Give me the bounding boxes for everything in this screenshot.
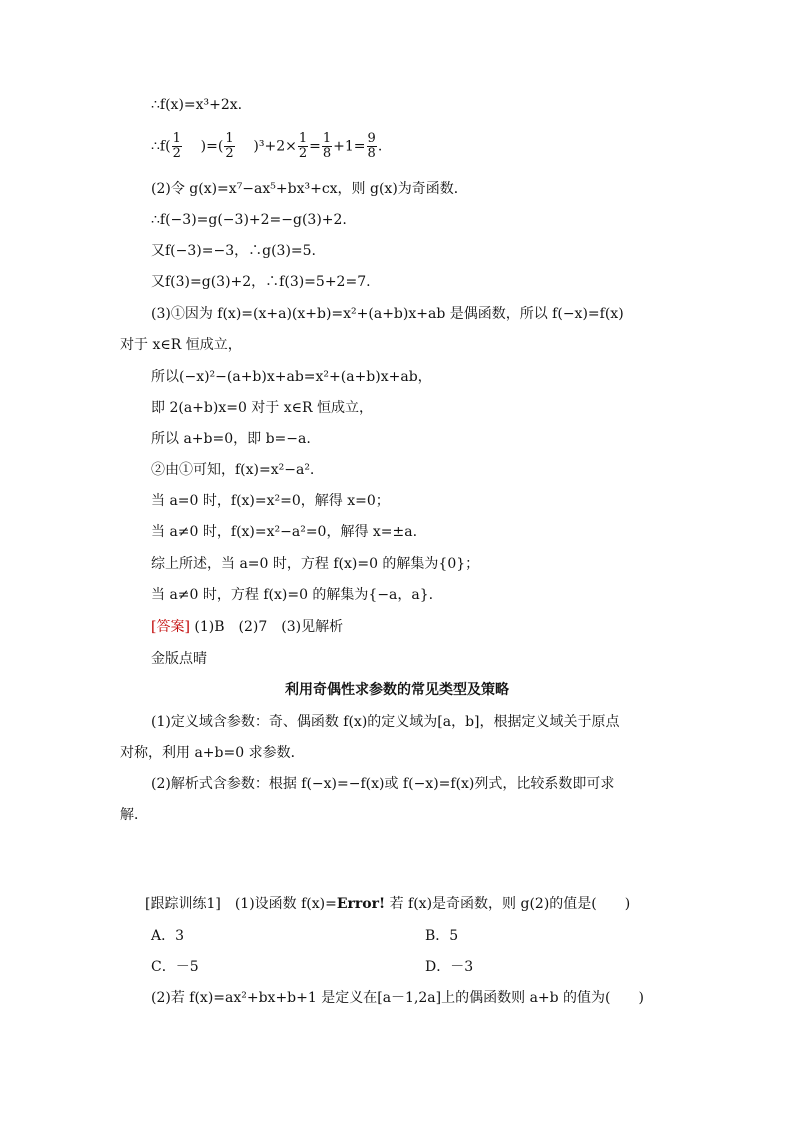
section-label: 金版点晴 (151, 651, 207, 667)
fraction-numerator: 1 (172, 131, 181, 146)
strategy-line: (2)解析式含参数：根据 f(−x)=−f(x)或 f(−x)=f(x)列式，比较系数即可求 (151, 776, 615, 792)
solution-line: (3)①因为 f(x)=(x+a)(x+b)=x²+(a+b)x+ab 是偶函数，所以 f(−x)=f(x) (151, 306, 624, 322)
solution-line: 所以 a+b=0，即 b=−a. (151, 431, 311, 447)
fraction (322, 132, 332, 161)
solution-line: 又f(−3)=−3，∴g(3)=5. (151, 243, 316, 259)
solution-line: 当 a≠0 时，f(x)=x²−a²=0，解得 x=±a. (151, 524, 418, 540)
fraction-numerator: 9 (367, 131, 376, 146)
solution-line: 又f(3)=g(3)+2，∴f(3)=5+2=7. (151, 274, 371, 290)
solution-line: 即 2(a+b)x=0 对于 x∈R 恒成立， (151, 400, 374, 416)
fraction-denominator: 2 (225, 146, 234, 161)
solution-line-fractions (151, 132, 382, 161)
fraction-denominator: 2 (172, 146, 181, 161)
solution-line: 对于 x∈R 恒成立， (120, 337, 242, 353)
fraction (298, 132, 308, 161)
text-segment: +1= (333, 138, 366, 155)
text-segment: = (309, 138, 321, 155)
solution-line: ②由①可知，f(x)=x²−a². (151, 462, 315, 478)
exercise-question: (2)若 f(x)=ax²+bx+b+1 是定义在[a－1,2a]上的偶函数则 a+b 的值为( ) (151, 990, 644, 1006)
strategy-line: 解． (120, 807, 148, 823)
fraction-denominator: 2 (298, 146, 308, 161)
text-segment: ∴f( (151, 138, 171, 155)
solution-line: ∴f(x)=x³+2x. (151, 97, 243, 113)
fraction-denominator: 8 (322, 146, 332, 161)
answer-line (151, 617, 343, 637)
fraction (367, 132, 377, 161)
solution-line: 当 a≠0 时，方程 f(x)=0 的解集为{−a，a}. (151, 587, 434, 603)
fraction-numerator: 1 (322, 131, 332, 146)
solution-line: ∴f(−3)=g(−3)+2=−g(3)+2. (151, 212, 347, 228)
answer-text: (1)B (2)7 (3)见解析 (189, 619, 344, 635)
option-c: C．－5 (151, 959, 199, 975)
fraction-denominator: 8 (367, 146, 376, 161)
text-segment: )=( (200, 138, 224, 155)
error-text: Error! (336, 896, 386, 912)
strategy-line: 对称，利用 a+b=0 求参数． (120, 745, 305, 761)
option-d: D．－3 (425, 959, 474, 975)
solution-line: 当 a=0 时，f(x)=x²=0，解得 x=0； (151, 493, 390, 509)
exercise-question (145, 894, 630, 914)
fraction-numerator: 1 (225, 131, 234, 146)
solution-line: 综上所述，当 a=0 时，方程 f(x)=0 的解集为{0}； (151, 556, 480, 572)
text-segment: )³+2× (253, 138, 297, 155)
fraction (224, 132, 234, 161)
solution-line: 所以(−x)²−(a+b)x+ab=x²+(a+b)x+ab， (151, 369, 432, 385)
fraction-numerator: 1 (298, 131, 308, 146)
text-segment: [跟踪训练1] (1)设函数 f(x)= (145, 896, 337, 912)
option-a: A．3 (151, 928, 185, 944)
strategy-line: (1)定义域含参数：奇、偶函数 f(x)的定义域为[a，b]，根据定义域关于原点 (151, 714, 620, 730)
option-b: B．5 (425, 928, 459, 944)
solution-line: (2)令 g(x)=x⁷−ax⁵+bx³+cx，则 g(x)为奇函数． (151, 181, 468, 197)
text-segment: 若 f(x)是奇函数，则 g(2)的值是( ) (385, 896, 631, 912)
answer-tag: [答案] (151, 619, 190, 635)
section-heading: 利用奇偶性求参数的常见类型及策略 (285, 682, 509, 698)
fraction (172, 132, 182, 161)
text-segment: . (377, 138, 383, 155)
